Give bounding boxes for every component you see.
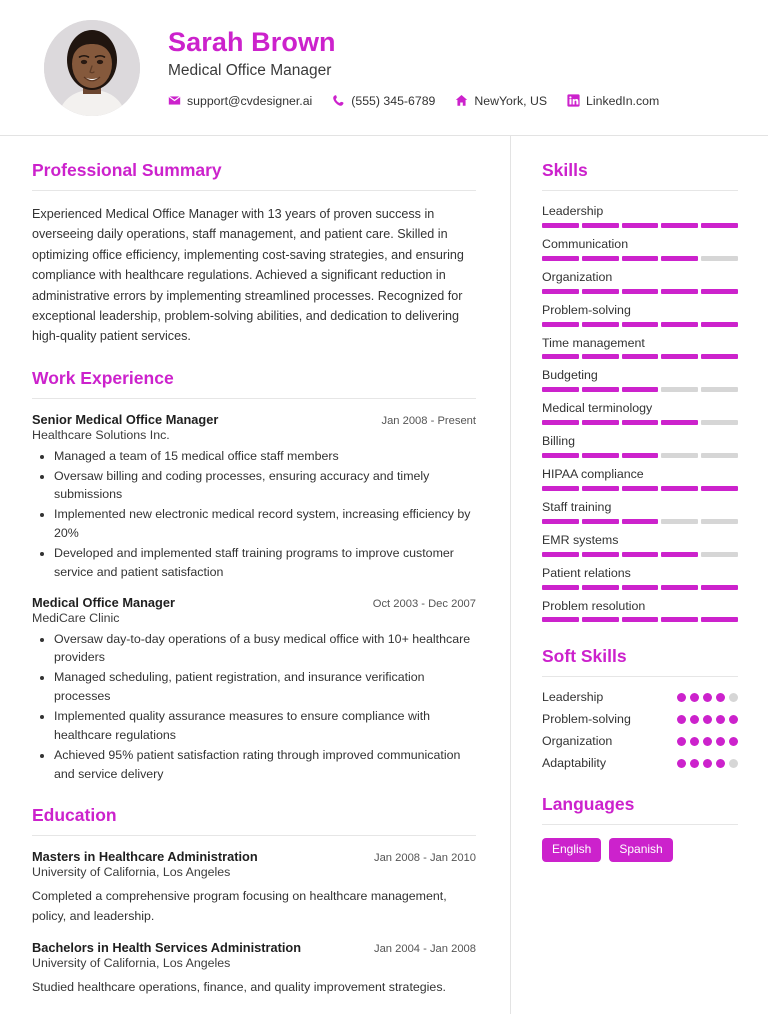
work-entry-company: Healthcare Solutions Inc. (32, 427, 170, 442)
work-bullet: • Implemented quality assurance measures to ensure compliance with healthcare regulations (54, 707, 476, 745)
skill-segment (542, 420, 579, 425)
skill-name: Patient relations (542, 565, 631, 580)
skill-segment (542, 617, 579, 622)
skill-level-bar (542, 322, 738, 327)
skill-segment (622, 289, 659, 294)
skill-segment (582, 387, 619, 392)
contact-linkedin[interactable] (567, 94, 659, 108)
skill-name: Leadership (542, 204, 604, 218)
section-rule (32, 398, 476, 399)
skill-segment (701, 322, 738, 327)
soft-skill-row (542, 756, 738, 770)
soft-skill-dot (716, 737, 725, 746)
section-professional-summary (32, 160, 476, 347)
skill-name: Billing (542, 434, 576, 449)
work-entry (32, 595, 476, 784)
education-entry-list (32, 849, 476, 998)
soft-skill-dot (729, 715, 738, 724)
skill-segment (582, 585, 619, 590)
education-entry-description: Completed a comprehensive program focusing on healthcare management, policy, and leadership. (32, 889, 447, 924)
skill-segment (661, 322, 698, 327)
skill-segment (622, 354, 659, 359)
skill-name: EMR systems (542, 532, 619, 547)
soft-skill-dot (703, 759, 712, 768)
education-entry-degree: Masters in Healthcare Administration (32, 849, 258, 865)
work-entry-role: Senior Medical Office Manager (32, 411, 219, 427)
skill-level-bar (542, 420, 738, 425)
header-text-block (168, 27, 659, 108)
soft-skill-dot (716, 693, 725, 702)
skill-name: Communication (542, 236, 629, 251)
skill-segment (622, 585, 659, 590)
skill-segment (622, 453, 659, 458)
skill-level-bar (542, 387, 738, 392)
contact-phone[interactable] (332, 94, 435, 108)
skill-segment (661, 289, 698, 294)
section-languages (542, 794, 738, 861)
soft-skill-name: Leadership (542, 690, 604, 705)
skill-name: Problem-solving (542, 302, 631, 317)
skill-segment (542, 354, 579, 359)
skill-segment (542, 519, 579, 524)
work-bullet: • Developed and implemented staff training programs to improve customer service and patient satisfaction (54, 544, 476, 582)
skill-level-bar (542, 354, 738, 359)
skill-segment (701, 256, 738, 261)
summary-text: Experienced Medical Office Manager with 13 years of proven success in overseeing daily operations, staff management, and patient care. Skilled in optimizing office efficiency, implementing cost-saving strategies, and ensuring compliance with healthcare regulations. Achieved a significant reduction in administrative errors by implementing streamlined processes. Recognized for exceptional leadership, problem-solving abilities, and dedication to delivering high-quality patient services. (32, 207, 464, 344)
skill-segment (701, 354, 738, 359)
skill-segment (582, 486, 619, 491)
section-rule (542, 824, 738, 825)
skill-segment (661, 552, 698, 557)
skill-row (542, 434, 738, 458)
skill-segment (661, 223, 698, 228)
soft-skill-dot (729, 737, 738, 746)
soft-skill-dot (703, 737, 712, 746)
sidebar-column (511, 136, 768, 1014)
soft-skill-dot (690, 737, 699, 746)
section-rule (32, 190, 476, 191)
soft-skill-dot (690, 693, 699, 702)
soft-skill-dot (677, 759, 686, 768)
skill-segment (542, 256, 579, 261)
soft-skill-dot (677, 693, 686, 702)
skill-segment (661, 354, 698, 359)
skill-segment (701, 453, 738, 458)
soft-skill-dot (729, 693, 738, 702)
skill-row (542, 336, 738, 360)
section-title-skills: Skills (542, 160, 588, 180)
work-bullet-list (32, 447, 476, 582)
section-title-soft-skills: Soft Skills (542, 646, 627, 667)
education-entry-school: University of California, Los Angeles (32, 956, 231, 971)
education-entry-date: Jan 2008 - Jan 2010 (373, 852, 476, 865)
soft-skill-dot (729, 759, 738, 768)
linkedin-icon (567, 94, 580, 107)
education-entry (32, 940, 476, 998)
work-entry-head (32, 595, 476, 610)
skill-segment (582, 453, 619, 458)
skill-segment (701, 617, 738, 622)
phone-icon (332, 94, 345, 107)
skill-name: Staff training (542, 499, 612, 514)
resume-header (0, 0, 768, 136)
section-soft-skills (542, 646, 738, 770)
work-entry-date: Jan 2008 - Present (381, 414, 476, 427)
skill-segment (542, 387, 579, 392)
skill-segment (622, 256, 659, 261)
section-skills (542, 160, 738, 622)
education-entry-description: Studied healthcare operations, finance, and quality improvement strategies. (32, 980, 446, 995)
contact-phone-label: (555) 345-6789 (351, 93, 436, 108)
contact-email[interactable] (168, 94, 312, 108)
soft-skill-dot (716, 715, 725, 724)
skill-segment (622, 420, 659, 425)
skill-segment (701, 519, 738, 524)
skill-row (542, 204, 738, 228)
skill-row (542, 303, 738, 327)
soft-skill-rating (677, 715, 738, 724)
resume-body (0, 136, 768, 1014)
soft-skill-name: Organization (542, 734, 613, 749)
skill-segment (582, 552, 619, 557)
language-chip: Spanish (609, 838, 672, 861)
soft-skill-dot (690, 715, 699, 724)
contact-linkedin-label: LinkedIn.com (586, 93, 660, 108)
work-bullet: • Managed scheduling, patient registration, and insurance verification processes (54, 668, 476, 706)
skill-segment (622, 519, 659, 524)
work-entry-date: Oct 2003 - Dec 2007 (372, 597, 476, 610)
skill-segment (542, 585, 579, 590)
skill-name: Time management (542, 335, 645, 350)
soft-skill-dot (716, 759, 725, 768)
soft-skill-dot (703, 715, 712, 724)
soft-skill-row (542, 690, 738, 704)
work-bullet: • Achieved 95% patient satisfaction rating through improved communication and service delivery (54, 746, 476, 784)
skill-level-bar (542, 223, 738, 228)
skill-name: Problem resolution (542, 598, 646, 613)
work-entry-head (32, 412, 476, 427)
skill-name: HIPAA compliance (542, 467, 644, 481)
skill-row (542, 237, 738, 261)
section-title-education: Education (32, 805, 117, 826)
skill-segment (622, 223, 659, 228)
skill-segment (582, 617, 619, 622)
skill-level-bar (542, 256, 738, 261)
section-title-languages: Languages (542, 794, 635, 815)
skill-segment (582, 223, 619, 228)
skill-segment (542, 289, 579, 294)
page-title: Sarah Brown (168, 27, 336, 58)
skill-segment (701, 289, 738, 294)
skill-row (542, 368, 738, 392)
skill-segment (701, 387, 738, 392)
work-entry-role: Medical Office Manager (32, 594, 175, 610)
work-entry-list (32, 412, 476, 784)
education-entry (32, 849, 476, 927)
skill-segment (582, 519, 619, 524)
skill-segment (661, 387, 698, 392)
job-title: Medical Office Manager (168, 62, 332, 80)
section-work-experience (32, 368, 476, 784)
education-entry-head (32, 940, 476, 955)
contact-email-label: support@cvdesigner.ai (187, 93, 313, 108)
skill-name: Budgeting (542, 368, 598, 383)
education-entry-head (32, 849, 476, 864)
soft-skill-dot (677, 715, 686, 724)
skill-segment (661, 256, 698, 261)
skill-level-bar (542, 552, 738, 557)
skill-segment (542, 322, 579, 327)
soft-skill-row (542, 734, 738, 748)
skill-segment (582, 256, 619, 261)
skill-name: Organization (542, 269, 613, 284)
skill-segment (701, 552, 738, 557)
section-education (32, 805, 476, 998)
skill-segment (701, 223, 738, 228)
soft-skill-dot (690, 759, 699, 768)
work-entry (32, 412, 476, 582)
skill-row (542, 270, 738, 294)
skill-segment (582, 354, 619, 359)
skill-segment (661, 486, 698, 491)
skill-segment (701, 585, 738, 590)
soft-skill-rating (677, 759, 738, 768)
education-entry-school: University of California, Los Angeles (32, 865, 231, 880)
soft-skill-rating (677, 737, 738, 746)
skill-segment (622, 617, 659, 622)
work-bullet: • Implemented new electronic medical record system, increasing efficiency by 20% (54, 505, 476, 543)
soft-skill-name: Adaptability (542, 756, 607, 771)
skill-segment (701, 420, 738, 425)
avatar-photo (44, 20, 140, 116)
work-bullet: • Oversaw billing and coding processes, ensuring accuracy and timely submissions (54, 467, 476, 505)
section-rule (32, 835, 476, 836)
skill-segment (622, 552, 659, 557)
skill-segment (622, 322, 659, 327)
work-bullet: • Oversaw day-to-day operations of a busy medical office with 10+ healthcare providers (54, 630, 476, 668)
skill-segment (661, 519, 698, 524)
work-entry-company: MediCare Clinic (32, 610, 120, 625)
skill-level-bar (542, 585, 738, 590)
soft-skills-list (542, 690, 738, 770)
skill-row (542, 401, 738, 425)
skill-segment (622, 486, 659, 491)
skill-segment (661, 453, 698, 458)
soft-skill-row (542, 712, 738, 726)
skill-segment (542, 453, 579, 458)
skill-segment (622, 387, 659, 392)
skill-level-bar (542, 289, 738, 294)
soft-skill-name: Problem-solving (542, 712, 631, 727)
skill-name: Medical terminology (542, 401, 653, 416)
skill-level-bar (542, 519, 738, 524)
skill-segment (701, 486, 738, 491)
section-rule (542, 190, 738, 191)
skill-segment (542, 552, 579, 557)
soft-skill-dot (677, 737, 686, 746)
languages-list (542, 838, 738, 861)
avatar (44, 20, 140, 116)
skill-segment (582, 289, 619, 294)
skill-level-bar (542, 453, 738, 458)
skill-row (542, 533, 738, 557)
skill-segment (661, 420, 698, 425)
skill-segment (661, 617, 698, 622)
skill-segment (542, 223, 579, 228)
skill-row (542, 566, 738, 590)
contact-location[interactable] (455, 94, 547, 108)
education-entry-degree: Bachelors in Health Services Administration (32, 940, 302, 956)
soft-skill-rating (677, 693, 738, 702)
skills-list (542, 204, 738, 622)
home-icon (455, 94, 468, 107)
soft-skill-dot (703, 693, 712, 702)
main-column (0, 136, 511, 1014)
skill-segment (582, 420, 619, 425)
envelope-icon (168, 94, 181, 107)
education-entry-date: Jan 2004 - Jan 2008 (373, 943, 476, 956)
work-bullet-list (32, 630, 476, 784)
section-rule (542, 676, 738, 677)
skill-segment (582, 322, 619, 327)
skill-segment (661, 585, 698, 590)
contact-row (168, 94, 659, 108)
skill-level-bar (542, 617, 738, 622)
skill-row (542, 500, 738, 524)
work-bullet: • Managed a team of 15 medical office staff members (54, 447, 476, 466)
language-chip: English (542, 838, 601, 861)
contact-location-label: NewYork, US (474, 93, 548, 108)
section-title-work: Work Experience (32, 367, 174, 388)
skill-row (542, 467, 738, 491)
skill-segment (542, 486, 579, 491)
skill-level-bar (542, 486, 738, 491)
skill-row (542, 599, 738, 623)
section-title-summary: Professional Summary (32, 160, 222, 180)
